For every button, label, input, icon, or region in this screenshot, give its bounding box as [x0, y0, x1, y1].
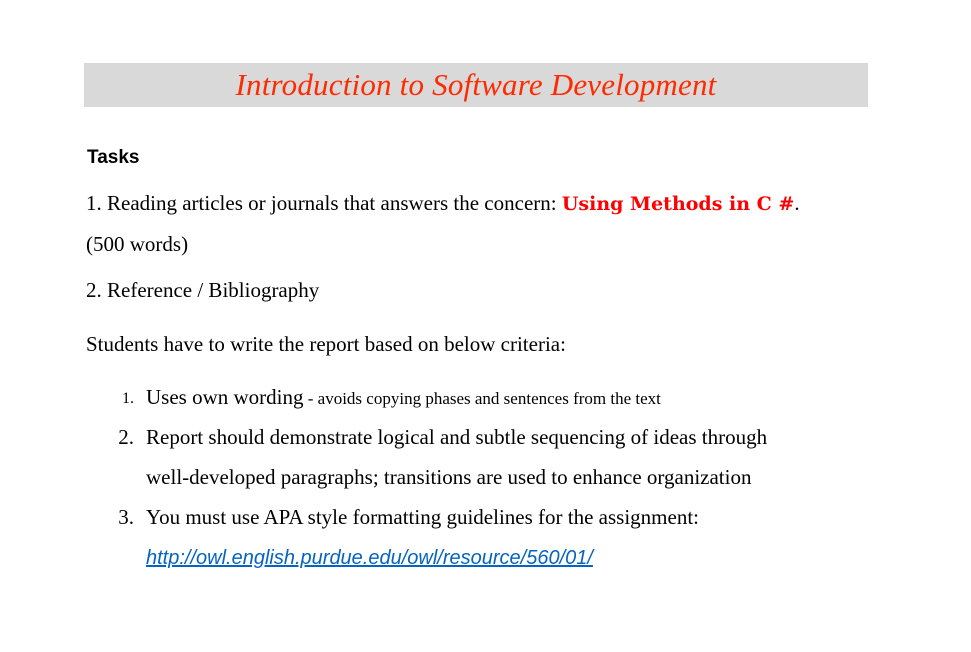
- task-1-period: .: [794, 191, 800, 215]
- criteria-detail: - avoids copying phases and sentences from the text: [303, 389, 661, 408]
- criteria-item-1: [112, 384, 892, 410]
- criteria-text: [146, 384, 661, 412]
- criteria-lead: Uses own wording: [146, 385, 304, 409]
- criteria-text: well-developed paragraphs; transitions are used to enhance organization: [146, 465, 752, 489]
- criteria-item-2: [112, 424, 892, 450]
- task-1-highlight: Using Methods in C #: [561, 193, 795, 215]
- criteria-text: Report should demonstrate logical and subtle sequencing of ideas through: [146, 425, 768, 449]
- criteria-intro: Students have to write the report based on below criteria:: [86, 332, 566, 356]
- tasks-heading: Tasks: [87, 147, 140, 168]
- criteria-list: [112, 384, 892, 570]
- criteria-text: You must use APA style formatting guidelines for the assignment:: [146, 505, 700, 529]
- task-1: [86, 190, 800, 217]
- link-wrapper: [146, 544, 593, 571]
- criteria-item-2-continued: [112, 464, 892, 490]
- criteria-item-3: [112, 504, 892, 530]
- criteria-item-3-link-row: [112, 544, 892, 570]
- task-2: 2. Reference / Bibliography: [86, 278, 320, 302]
- title-banner: [84, 63, 868, 107]
- apa-guidelines-link[interactable]: http://owl.english.purdue.edu/owl/resource/560/01/: [146, 547, 593, 569]
- criteria-number: 2.: [118, 425, 134, 449]
- document-title: Introduction to Software Development: [235, 67, 717, 102]
- task-1-word-count: (500 words): [86, 232, 189, 256]
- criteria-number: 1.: [122, 390, 134, 407]
- criteria-number: 3.: [118, 505, 134, 529]
- task-1-text: 1. Reading articles or journals that answers the concern:: [86, 191, 562, 215]
